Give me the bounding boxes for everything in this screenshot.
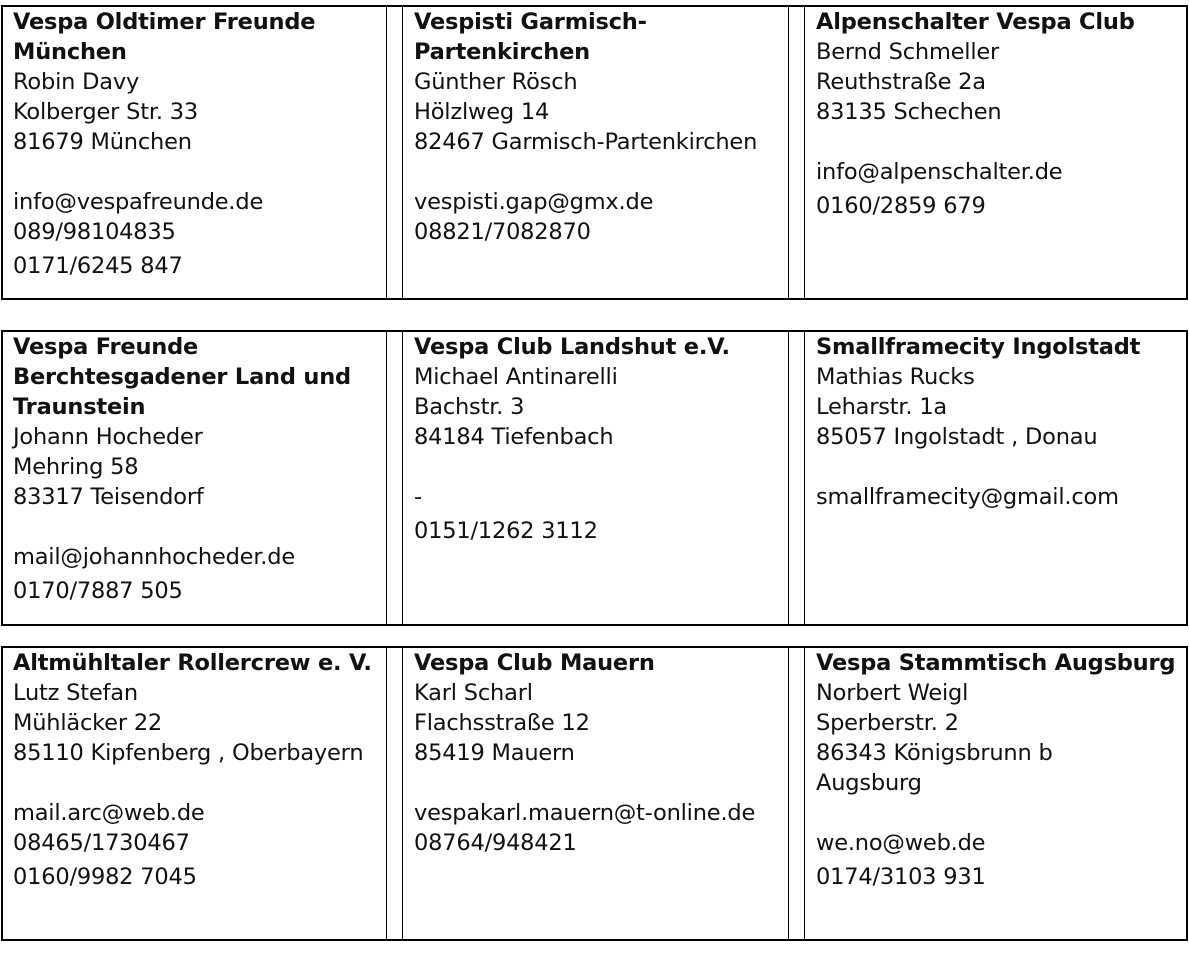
street-address: Kolberger Str. 33 [13,99,198,125]
club-cell [806,648,1189,939]
club-table-2 [1,330,1188,626]
club-cell [806,7,1189,298]
email: vespakarl.mauern@t-online.de [414,800,756,826]
email: mail.arc@web.de [13,800,205,826]
club-name: Vespa Club Landshut e.V. [414,334,730,360]
phone: 089/98104835 [13,219,176,245]
mobile-phone: 0174/3103 931 [816,864,986,890]
street-address: Bachstr. 3 [414,394,525,420]
phone: 08465/1730467 [13,830,190,856]
postal-city: 86343 Königsbrunn b Augsburg [816,740,1053,796]
club-cell [404,7,789,298]
postal-city: 85419 Mauern [414,740,575,766]
street-address: Mehring 58 [13,454,139,480]
club-cell [3,648,386,939]
email: info@alpenschalter.de [816,159,1063,185]
email: info@vespafreunde.de [13,189,264,215]
email: - [414,484,422,510]
postal-city: 85057 Ingolstadt , Donau [816,424,1098,450]
contact-person: Robin Davy [13,69,140,95]
street-address: Flachsstraße 12 [414,710,590,736]
email: vespisti.gap@gmx.de [414,189,654,215]
club-name: Vespa Club Mauern [414,650,655,676]
mobile-phone: 0171/6245 847 [13,253,183,279]
club-name: Alpenschalter Vespa Club [816,9,1135,35]
mobile-phone: 0151/1262 3112 [414,518,598,544]
club-table-3 [1,646,1188,941]
phone: 08821/7082870 [414,219,591,245]
street-address: Sperberstr. 2 [816,710,959,736]
postal-city: 82467 Garmisch-Partenkirchen [414,129,758,155]
club-table-1 [1,5,1188,300]
phone: 08764/948421 [414,830,577,856]
club-name: Vespa Stammtisch Augsburg [816,650,1176,676]
club-cell [3,332,386,624]
contact-person: Michael Antinarelli [414,364,618,390]
contact-person: Mathias Rucks [816,364,975,390]
contact-person: Karl Scharl [414,680,533,706]
club-name: Vespa Oldtimer Freunde München [13,9,316,65]
club-name: Smallframecity Ingolstadt [816,334,1141,360]
postal-city: 83317 Teisendorf [13,484,204,510]
street-address: Reuthstraße 2a [816,69,986,95]
club-name: Vespa Freunde Berchtesgadener Land und Traunstein [13,334,351,420]
club-name: Altmühltaler Rollercrew e. V. [13,650,372,676]
postal-city: 81679 München [13,129,192,155]
postal-city: 83135 Schechen [816,99,1002,125]
club-cell [404,648,789,939]
contact-person: Bernd Schmeller [816,39,1000,65]
email: smallframecity@gmail.com [816,484,1119,510]
mobile-phone: 0160/9982 7045 [13,864,197,890]
street-address: Leharstr. 1a [816,394,948,420]
postal-city: 84184 Tiefenbach [414,424,614,450]
postal-city: 85110 Kipfenberg , Oberbayern [13,740,364,766]
club-name: Vespisti Garmisch- Partenkirchen [414,9,647,65]
email: we.no@web.de [816,830,986,856]
contact-person: Johann Hocheder [13,424,203,450]
club-cell [806,332,1189,624]
contact-person: Norbert Weigl [816,680,969,706]
mobile-phone: 0170/7887 505 [13,578,183,604]
contact-person: Lutz Stefan [13,680,138,706]
contact-person: Günther Rösch [414,69,578,95]
email: mail@johannhocheder.de [13,544,295,570]
street-address: Mühläcker 22 [13,710,163,736]
street-address: Hölzlweg 14 [414,99,550,125]
club-cell [3,7,386,298]
mobile-phone: 0160/2859 679 [816,193,986,219]
club-cell [404,332,789,624]
